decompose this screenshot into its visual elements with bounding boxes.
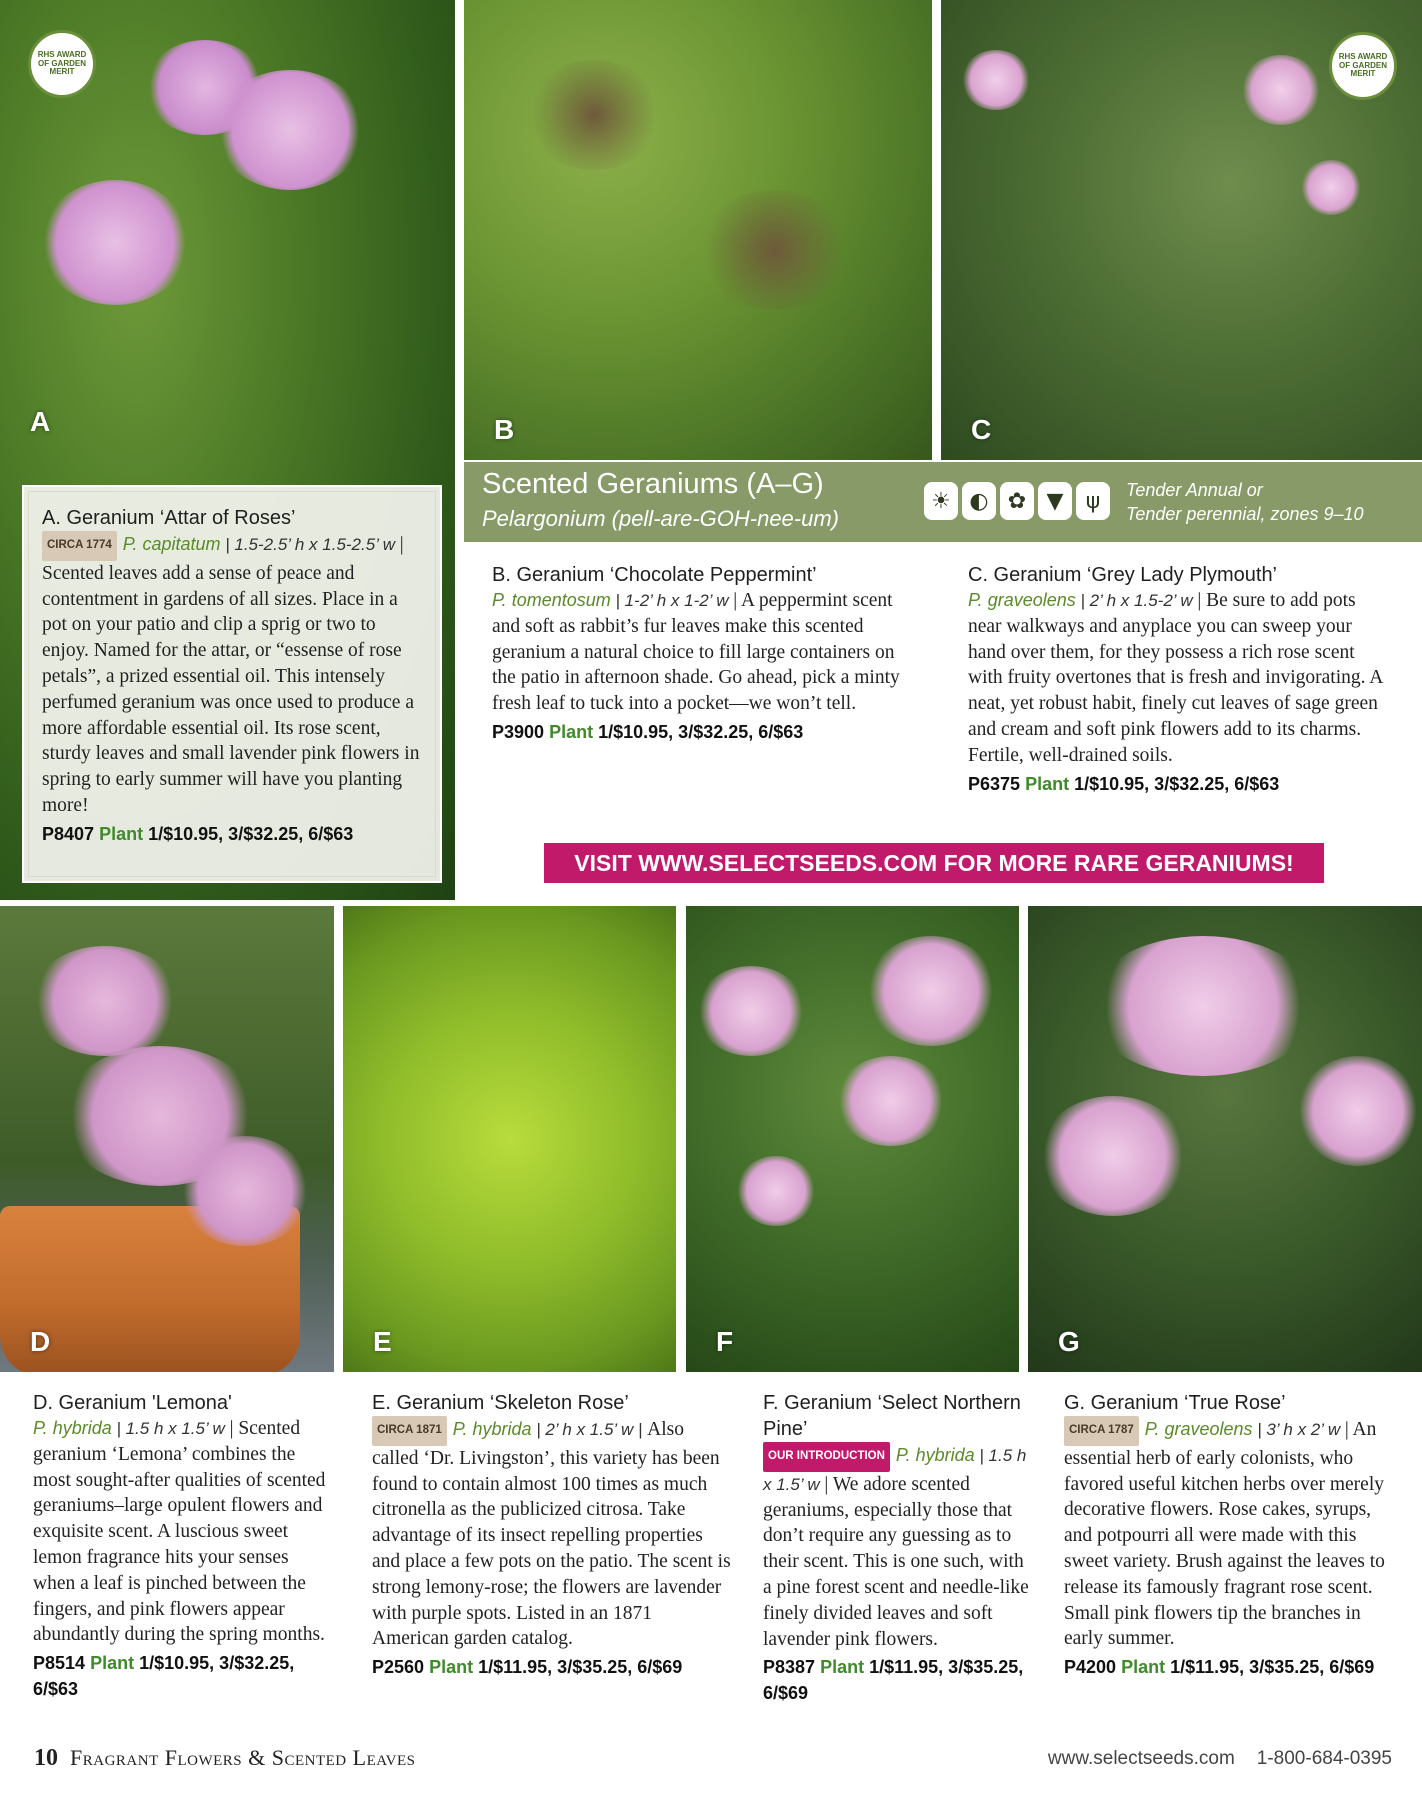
sku: P3900 <box>492 721 545 742</box>
circa-tag: CIRCA 1871 <box>372 1416 447 1446</box>
item-description <box>1064 1416 1398 1652</box>
rhs-award-badge: RHS AWARD OF GARDEN MERIT <box>28 30 96 98</box>
page-footer-right <box>1048 1748 1392 1770</box>
leaf-marking <box>524 60 664 170</box>
item-e-caption <box>372 1390 732 1680</box>
prices: 1/$11.95, 3/$35.25, 6/$69 <box>763 1657 1024 1704</box>
circa-tag: CIRCA 1774 <box>42 531 117 561</box>
hardiness-line: Tender Annual or <box>1126 480 1263 500</box>
visit-website-banner[interactable]: VISIT WWW.SELECTSEEDS.COM FOR MORE RARE GERANIUMS! <box>544 843 1324 883</box>
flower-cluster <box>836 1056 946 1146</box>
item-d-caption <box>33 1390 333 1702</box>
photo-lemona <box>0 906 334 1372</box>
flower-cluster <box>866 936 996 1046</box>
hardiness-note <box>1126 478 1364 526</box>
section-subtitle: Pelargonium (pell-are-GOH-nee-um) <box>482 506 840 531</box>
flower-cluster <box>1088 936 1318 1076</box>
section-title: Scented Geraniums (A–G) <box>482 468 824 500</box>
section-banner <box>464 462 1422 542</box>
prices: 1/$11.95, 3/$35.25, 6/$69 <box>478 1657 683 1678</box>
flower-cluster <box>1038 1096 1188 1216</box>
latin-name: P. graveolens <box>1144 1419 1253 1439</box>
part-shade-icon: ◐ <box>962 482 996 520</box>
item-title: A. Geranium ‘Attar of Roses’ <box>42 507 296 529</box>
description-text: | An essential herb of early colonists, who favored useful kitchen herbs over merely decorative flowers. Rose cakes, syrups, and potpourri all were made with this sweet variety. Brush against the leaves to release its famously fragrant rose scent. Small pink flowers tip the branches in early summer. <box>1064 1419 1385 1650</box>
photo-letter: F <box>716 1326 734 1357</box>
latin-name: P. tomentosum <box>492 590 611 610</box>
plant-label: Plant <box>1025 773 1070 794</box>
photo-grey-lady-plymouth <box>941 0 1422 460</box>
photo-letter: D <box>30 1326 51 1357</box>
sku: P2560 <box>372 1657 425 1678</box>
dimensions: | 1.5 h x 1.5’ w <box>763 1446 1027 1494</box>
latin-name: P. capitatum <box>122 534 221 554</box>
photo-letter: G <box>1058 1326 1080 1357</box>
rhs-award-badge: RHS AWARD OF GARDEN MERIT <box>1329 32 1397 100</box>
photo-skeleton-rose <box>343 906 676 1372</box>
latin-name: P. hybrida <box>33 1418 112 1438</box>
item-description <box>42 531 422 819</box>
plant-label: Plant <box>429 1657 474 1678</box>
item-description <box>492 588 912 717</box>
description-text: | Scented geranium ‘Lemona’ combines the most sought-after qualities of scented geraniums–large opulent flowers and exquisite scent. A luscious sweet lemon fragrance hits your senses when a leaf is pinched between the fingers, and pink flowers appear abundantly during the spring months. <box>33 1418 326 1646</box>
photo-true-rose <box>1028 906 1422 1372</box>
price-line <box>33 1650 333 1702</box>
leaf-marking <box>694 190 854 310</box>
plant-label: Plant <box>549 721 594 742</box>
plant-label: Plant <box>99 823 144 844</box>
dimensions: | 1-2’ h x 1-2’ w <box>610 591 734 610</box>
dimensions: | 1.5 h x 1.5’ w <box>111 1419 230 1438</box>
price-line <box>372 1654 732 1680</box>
flower-icon: ✿ <box>1000 482 1034 520</box>
prices: 1/$10.95, 3/$32.25, 6/$63 <box>1074 773 1280 794</box>
prices: 1/$10.95, 3/$32.25, 6/$63 <box>33 1653 295 1700</box>
latin-name: P. graveolens <box>968 590 1076 610</box>
prices: 1/$11.95, 3/$35.25, 6/$69 <box>1170 1657 1375 1678</box>
growing-conditions-icons <box>924 482 1110 520</box>
flower <box>1241 55 1321 125</box>
hardiness-line: Tender perennial, zones 9–10 <box>1126 504 1364 524</box>
item-g-caption <box>1064 1390 1398 1680</box>
price-line <box>763 1654 1033 1706</box>
description-text: Also called ‘Dr. Livingston’, this variety has been found to contain almost 100 times as much citronella as the publicized citrosa. Take advantage of its insect repelling properties and place a few pots on the patio. The scent is strong lemony-rose; the flowers are lavender with purple spots. Listed in an 1871 American garden catalog. <box>372 1419 731 1650</box>
item-title: C. Geranium ‘Grey Lady Plymouth’ <box>968 564 1278 586</box>
cactus-icon: ψ <box>1076 482 1110 520</box>
flower <box>961 50 1031 110</box>
flower-cluster <box>30 946 180 1056</box>
item-f-caption <box>763 1390 1033 1706</box>
photo-letter: C <box>971 414 992 445</box>
latin-name: P. hybrida <box>452 1419 532 1439</box>
sku: P4200 <box>1064 1657 1117 1678</box>
sku: P8514 <box>33 1653 86 1674</box>
photo-chocolate-peppermint <box>464 0 932 460</box>
prices: 1/$10.95, 3/$32.25, 6/$63 <box>148 823 354 844</box>
description-text: | Be sure to add pots near walkways and anyplace you can sweep your hand over them, for they possess a rich rose scent with fruity overtones that is fresh and invigorating. A neat, yet robust habit, finely cut leaves of sage green and cream and soft pink flowers add to its charms. Fertile, well-drained soils. <box>968 590 1383 766</box>
price-line <box>1064 1654 1398 1680</box>
photo-select-northern-pine <box>686 906 1019 1372</box>
container-icon: ▼ <box>1038 482 1072 520</box>
sun-icon: ☀ <box>924 482 958 520</box>
item-description <box>33 1416 333 1648</box>
flower-cluster <box>180 1136 310 1246</box>
sku: P8387 <box>763 1657 816 1678</box>
flower <box>736 1156 816 1226</box>
plant-label: Plant <box>820 1657 865 1678</box>
item-title: B. Geranium ‘Chocolate Peppermint’ <box>492 564 817 586</box>
plant-label: Plant <box>1121 1657 1166 1678</box>
latin-name: P. hybrida <box>895 1445 975 1465</box>
flower-cluster <box>40 180 190 305</box>
flower <box>1301 160 1361 215</box>
price-line <box>968 771 1388 797</box>
photo-letter: E <box>373 1326 392 1357</box>
page-footer-left <box>34 1745 415 1772</box>
flower-cluster <box>215 70 365 190</box>
photo-letter: B <box>494 414 515 445</box>
flower-cluster <box>1298 1056 1418 1166</box>
item-title: G. Geranium ‘True Rose’ <box>1064 1392 1286 1414</box>
price-line <box>42 821 422 847</box>
dimensions: | 2’ h x 1.5-2’ w <box>1075 591 1198 610</box>
description-text: | A peppermint scent and soft as rabbit’s fur leaves make this scented geranium a natural choice to fill large containers on the patio in afternoon shade. Go ahead, pick a minty fresh leaf to tuck into a pocket—we won’t tell. <box>492 590 900 715</box>
price-line <box>492 719 912 745</box>
item-b-caption <box>492 562 912 745</box>
item-a-caption <box>22 485 442 883</box>
phone-number: 1-800-684-0395 <box>1256 1748 1392 1769</box>
section-name: Fragrant Flowers & Scented Leaves <box>70 1745 416 1770</box>
our-introduction-tag: OUR INTRODUCTION <box>763 1442 890 1472</box>
website-link[interactable]: www.selectseeds.com <box>1047 1748 1235 1769</box>
dimensions: | 3’ h x 2’ w <box>1252 1420 1345 1439</box>
item-title: D. Geranium 'Lemona' <box>33 1392 232 1414</box>
dimensions: | 1.5-2.5’ h x 1.5-2.5’ w <box>220 535 400 554</box>
description-text: | Scented leaves add a sense of peace and contentment in gardens of all sizes. Place in a pot on your patio and clip a sprig or two to enjoy. Named for the attar, or “essense of rose petals”, a prized essential oil. This intensely perfumed geranium was once used to produce a more affordable essential oil. Its rose scent, sturdy leaves and small lavender pink flowers in spring to early summer will have you planting more! <box>42 534 420 816</box>
item-title: F. Geranium ‘Select Northern Pine’ <box>763 1392 1021 1440</box>
photo-letter: A <box>30 406 51 437</box>
dimensions: | 2’ h x 1.5’ w | <box>531 1420 648 1439</box>
circa-tag: CIRCA 1787 <box>1064 1416 1139 1446</box>
plant-label: Plant <box>90 1653 135 1674</box>
item-description <box>968 588 1388 769</box>
item-description <box>763 1442 1033 1652</box>
sku: P8407 <box>42 823 95 844</box>
flower-cluster <box>696 966 806 1056</box>
page-number: 10 <box>34 1745 58 1771</box>
sku: P6375 <box>968 773 1021 794</box>
item-c-caption <box>968 562 1388 797</box>
item-description <box>372 1416 732 1652</box>
item-title: E. Geranium ‘Skeleton Rose’ <box>372 1392 629 1414</box>
description-text: | We adore scented geraniums, especially those that don’t require any guessing as to their scent. This is one such, with a pine forest scent and needle-like finely divided leaves and soft lavender pink flowers. <box>763 1473 1029 1650</box>
prices: 1/$10.95, 3/$32.25, 6/$63 <box>598 721 804 742</box>
